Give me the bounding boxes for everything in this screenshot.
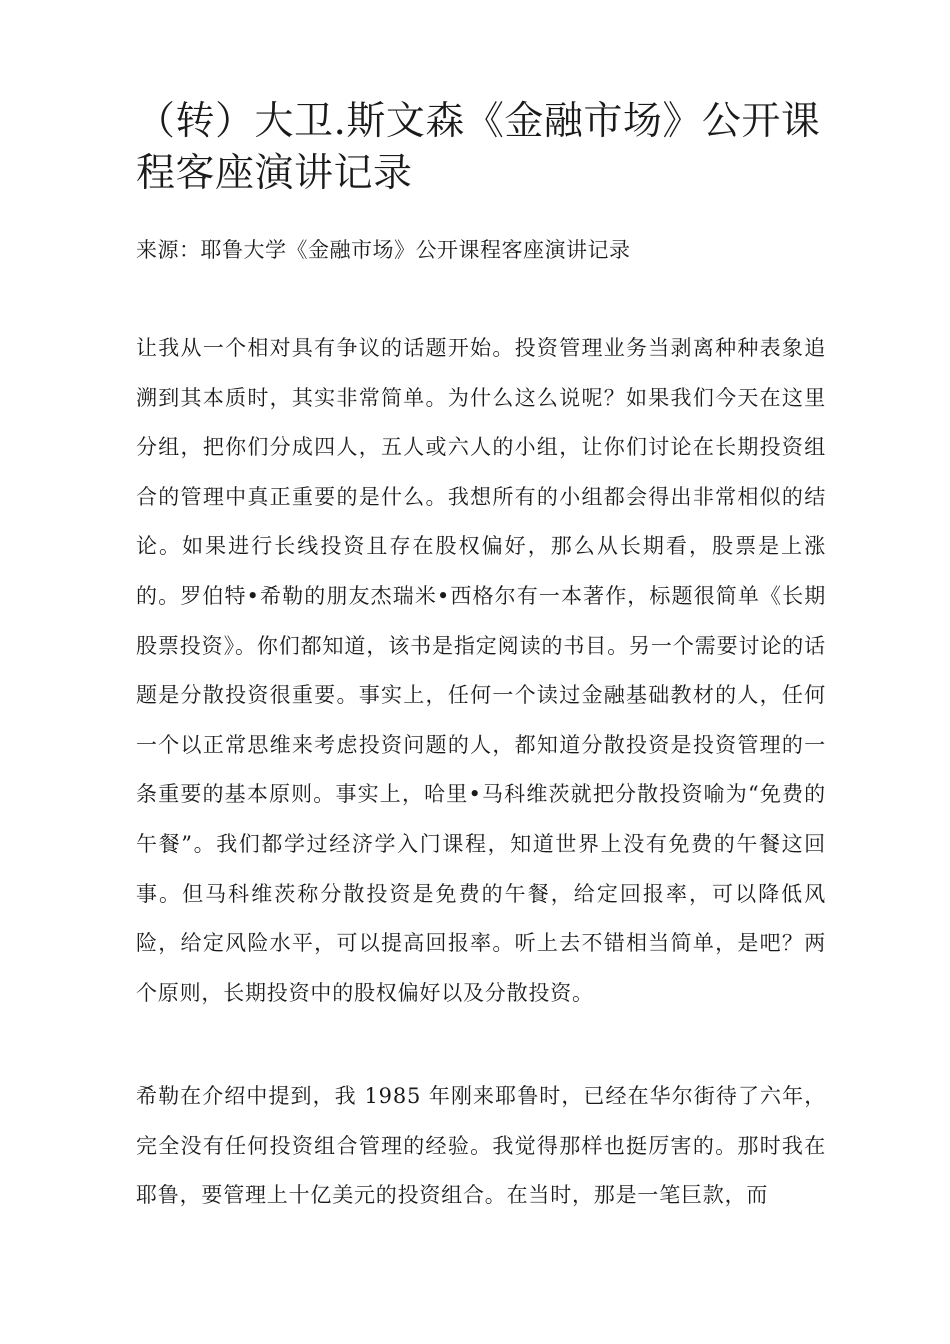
body-paragraph: 希勒在介绍中提到，我 1985 年刚来耶鲁时，已经在华尔街待了六年，完全没有任何投资组合管理的经验。我觉得那样也挺厉害的。那时我在耶鲁，要管理上十亿美元的投资组合。在当时，那是一笔巨款，而 <box>136 1084 826 1208</box>
body-paragraph: 让我从一个相对具有争议的话题开始。投资管理业务当剥离种种表象追溯到其本质时，其实非常简单。为什么这么说呢？如果我们今天在这里分组，把你们分成四人，五人或六人的小组，让你们讨论在长期投资组合的管理中真正重要的是什么。我想所有的小组都会得出非常相似的结论。如果进行长线投资且存在股权偏好，那么从长期看，股票是上涨的。罗伯特•希勒的朋友杰瑞米•西格尔有一本著作，标题很简单《长期股票投资》。你们都知道，该书是指定阅读的书目。另一个需要讨论的话题是分散投资很重要。事实上，任何一个读过金融基础教材的人，任何一个以正常思维来考虑投资问题的人，都知道分散投资是投资管理的一条重要的基本原则。事实上，哈里•马科维茨就把分散投资喻为“免费的午餐”。我们都学过经济学入门课程，知道世界上没有免费的午餐这回事。但马科维茨称分散投资是免费的午餐，给定回报率，可以降低风险，给定风险水平，可以提高回报率。听上去不错相当简单，是吧？两个原则，长期投资中的股权偏好以及分散投资。 <box>136 336 826 1005</box>
document-title: （转）大卫.斯文森《金融市场》公开课程客座演讲记录 <box>136 99 821 196</box>
source-line: 来源：耶鲁大学《金融市场》公开课程客座演讲记录 <box>136 238 631 262</box>
